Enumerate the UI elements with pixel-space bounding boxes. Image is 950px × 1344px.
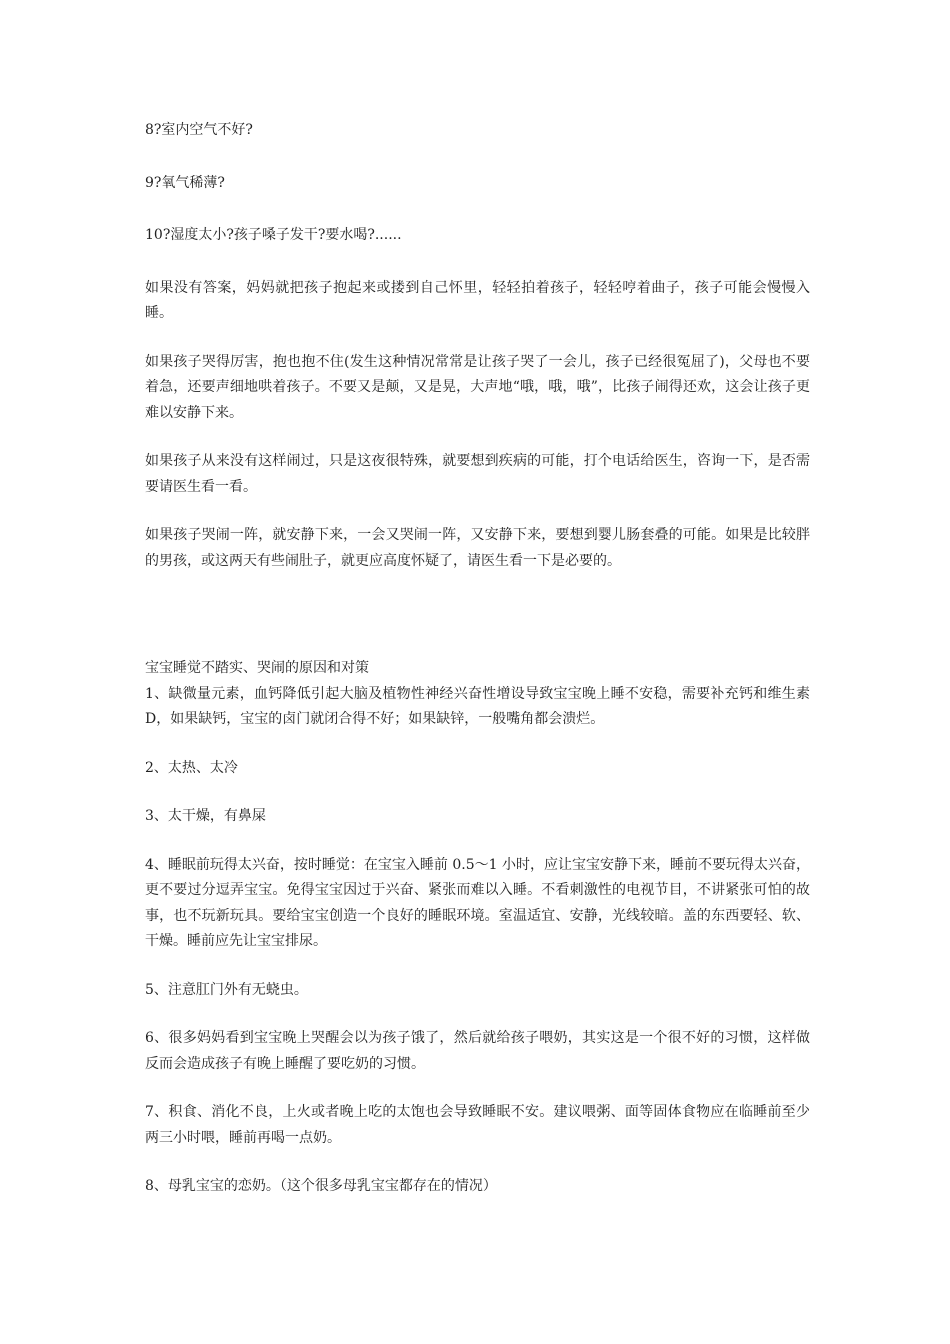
cause-item-8: 8、母乳宝宝的恋奶。（这个很多母乳宝宝都存在的情况） [145, 1178, 497, 1194]
paragraph-no-answer: 如果没有答案，妈妈就把孩子抱起来或搂到自己怀里，轻轻拍着孩子，轻轻哼着曲子，孩子可能会慢慢入睡。 [145, 279, 810, 321]
document-page [145, 118, 810, 1223]
cause-item-7: 7、积食、消化不良，上火或者晚上吃的太饱也会导致睡眠不安。建议喂粥、面等固体食物应在临睡前至少两三小时喂，睡前再喝一点奶。 [145, 1104, 810, 1146]
cause-item-5: 5、注意肛门外有无蛲虫。 [145, 981, 308, 998]
paragraph-special-night: 如果孩子从来没有这样闹过，只是这夜很特殊，就要想到疾病的可能，打个电话给医生，咨询一下，是否需要请医生看一看。 [145, 453, 810, 495]
cause-item-1: 1、缺微量元素，血钙降低引起大脑及植物性神经兴奋性增设导致宝宝晚上睡不安稳，需要补充钙和维生素 D，如果缺钙，宝宝的卤门就闭合得不好；如果缺锌，一般嘴角都会溃烂。 [145, 685, 810, 727]
paragraph-intussusception: 如果孩子哭闹一阵，就安静下来，一会又哭闹一阵，又安静下来，要想到婴儿肠套叠的可能。如果是比较胖的男孩，或这两天有些闹肚子，就更应高度怀疑了，请医生看一下是必要的。 [145, 527, 810, 569]
list-item-8: 8?室内空气不好? [145, 122, 253, 138]
list-item-10: 10?湿度太小?孩子嗓子发干?要水喝?...... [145, 227, 402, 243]
section-spacer [145, 597, 810, 656]
cause-item-4: 4、睡眠前玩得太兴奋，按时睡觉：在宝宝入睡前 0.5～1 小时，应让宝宝安静下来，睡前不要玩得太兴奋，更不要过分逗弄宝宝。免得宝宝因过于兴奋、紧张而难以入睡。不看刺激性的电视节目，不讲紧张可怕的故事，也不玩新玩具。要给宝宝创造一个良好的睡眠环境。室温适宜、安静，光线较暗。盖的东西要轻、软、干燥。睡前应先让宝宝排尿。 [145, 856, 810, 949]
cause-item-6: 6、很多妈妈看到宝宝晚上哭醒会以为孩子饿了，然后就给孩子喂奶，其实这是一个很不好的习惯，这样做反而会造成孩子有晚上睡醒了要吃奶的习惯。 [145, 1030, 810, 1072]
list-item-9: 9?氧气稀薄? [145, 174, 225, 191]
paragraph-crying-hard: 如果孩子哭得厉害，抱也抱不住(发生这种情况常常是让孩子哭了一会儿，孩子已经很冤屈了)，父母也不要着急，还要声细地哄着孩子。不要又是颠，又是晃，大声地“哦，哦，哦”，比孩子闹得还欢，这会让孩子更难以安静下来。 [145, 353, 810, 421]
cause-item-3: 3、太干燥，有鼻屎 [145, 808, 266, 824]
cause-item-2: 2、太热、太冷 [145, 759, 238, 776]
section-title: 宝宝睡觉不踏实、哭闹的原因和对策 [145, 660, 369, 676]
